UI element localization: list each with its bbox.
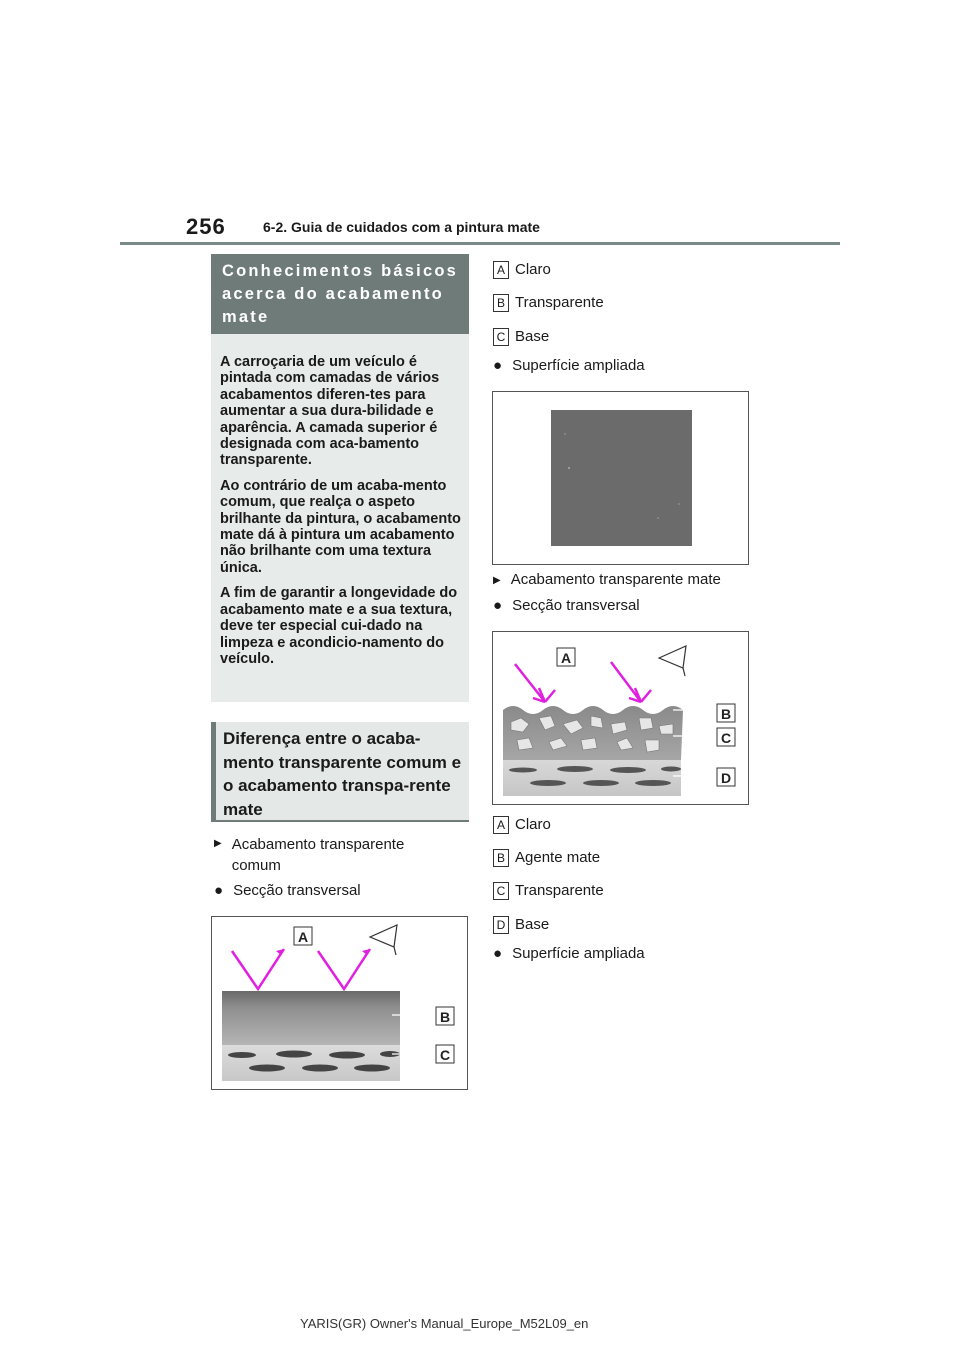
dot-bullet-icon: ● — [493, 357, 503, 374]
legend2-d-key: D — [493, 916, 509, 934]
legend2-b-key: B — [493, 849, 509, 867]
legend2-b — [493, 849, 600, 867]
fig1-label-a: A — [298, 929, 309, 945]
legend2-a — [493, 816, 551, 834]
legend1-c — [493, 328, 549, 346]
legend1-a-text: Claro — [515, 261, 551, 278]
bullet-matte-finish-text: Acabamento transparente mate — [510, 571, 721, 588]
figure-enlarged-surface — [492, 391, 749, 565]
manual-footer: YARIS(GR) Owner's Manual_Europe_M52L09_en — [300, 1316, 589, 1331]
bullet-cross-section-1 — [214, 882, 361, 900]
bullet-common-finish — [214, 834, 464, 876]
fig2-label-c: C — [721, 730, 732, 746]
fig2-label-b: B — [721, 706, 732, 722]
dot-bullet-icon: ● — [493, 945, 503, 962]
matte-cross-section-illustration — [493, 632, 748, 804]
legend1-c-text: Base — [515, 328, 550, 345]
bullet-surface-2-text: Superfície ampliada — [512, 945, 645, 962]
bullet-matte-finish — [493, 571, 721, 591]
bullet-surface-1-text: Superfície ampliada — [512, 357, 645, 374]
triangle-bullet-icon: ▶ — [214, 838, 222, 849]
header-rule — [120, 242, 840, 245]
legend1-b-text: Transparente — [515, 294, 604, 311]
eye-icon — [659, 646, 686, 676]
intro-paragraph-1: A carroçaria de um veículo é pintada com camadas de vários acabamentos diferen-tes para aumentar a sua dura-bilidade e aparência. A camada superior é designada com aca-bamento transparente. — [220, 354, 440, 469]
figure-common-cross-section — [211, 916, 468, 1090]
chapter-title: 6-2. Guia de cuidados com a pintura mate — [263, 219, 540, 235]
section-title-box — [211, 254, 469, 334]
fig1-label-b: B — [440, 1009, 451, 1025]
bullet-cross-section-1-text: Secção transversal — [233, 882, 361, 899]
common-cross-section-illustration — [212, 917, 467, 1089]
legend1-a — [493, 261, 551, 279]
bullet-common-finish-text: Acabamento transparente comum — [231, 836, 405, 874]
bullet-cross-section-2-text: Secção transversal — [512, 597, 640, 614]
page-number: 256 — [186, 214, 226, 239]
legend1-c-key: C — [493, 328, 509, 346]
eye-icon — [370, 925, 397, 955]
intro-panel — [211, 334, 469, 702]
dot-bullet-icon: ● — [214, 882, 224, 899]
legend2-c-key: C — [493, 882, 509, 900]
intro-paragraph-2: Ao contrário de um acaba-mento comum, que realça o aspeto brilhante da pintura, o acabamento mate dá à pintura um acabamento não brilhante com uma textura única. — [220, 477, 461, 576]
figure-matte-cross-section — [492, 631, 749, 805]
bullet-surface-2 — [493, 945, 645, 963]
bullet-surface-1 — [493, 357, 645, 375]
legend2-c-text: Transparente — [515, 882, 604, 899]
fig2-label-a: A — [561, 650, 572, 666]
legend2-d — [493, 916, 549, 934]
intro-paragraph-3: A fim de garantir a longevidade do acabamento mate e a sua textura, deve ter especial cui-dado na limpeza e acondicio-namento do veículo. — [220, 585, 458, 667]
legend1-b-key: B — [493, 294, 509, 312]
fig1-label-c: C — [440, 1047, 451, 1063]
legend2-b-text: Agente mate — [515, 849, 601, 866]
bullet-cross-section-2 — [493, 597, 640, 615]
legend2-a-key: A — [493, 816, 509, 834]
enlarged-surface-photo — [493, 392, 748, 564]
legend2-a-text: Claro — [515, 816, 551, 833]
subsection-title-box — [211, 722, 469, 822]
legend2-d-text: Base — [515, 916, 550, 933]
dot-bullet-icon: ● — [493, 597, 503, 614]
legend2-c — [493, 882, 604, 900]
triangle-bullet-icon: ▶ — [493, 575, 501, 586]
fig2-label-d: D — [721, 770, 732, 786]
section-title-basics: Conhecimentos básicos acerca do acabamento mate — [222, 262, 458, 326]
legend1-a-key: A — [493, 261, 509, 279]
legend1-b — [493, 294, 604, 312]
subsection-title-difference: Diferença entre o acaba-mento transparente comum e o acabamento transpa-rente mate — [223, 729, 462, 819]
